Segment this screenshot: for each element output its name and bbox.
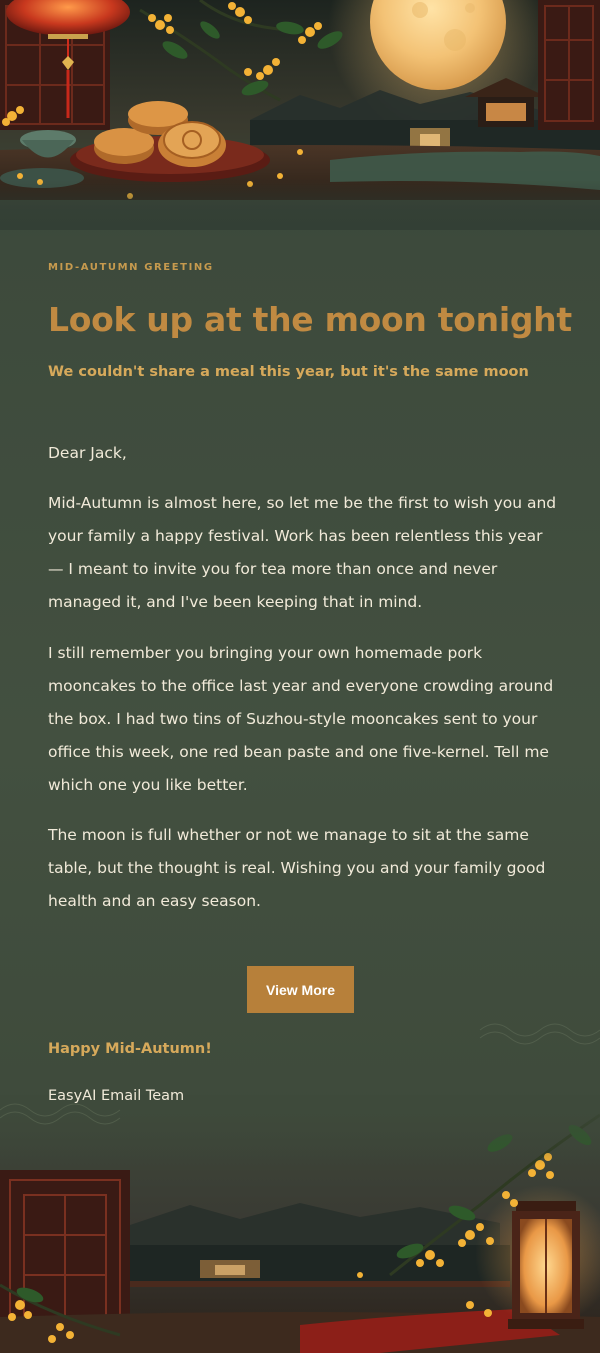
body-paragraph: The moon is full whether or not we manage to sit at the same table, but the thought is real. Wishing you and your family good health and an easy season.	[48, 826, 546, 910]
wave-pattern-icon	[460, 1010, 600, 1050]
subheadline: We couldn't share a meal this year, but it's the same moon	[48, 364, 529, 380]
eyebrow-label: MID-AUTUMN GREETING	[48, 262, 214, 273]
team-signature: EasyAI Email Team	[48, 1088, 185, 1104]
view-more-button[interactable]: View More	[247, 966, 354, 1013]
headline: Look up at the moon tonight	[48, 300, 572, 339]
header-illustration	[0, 0, 600, 230]
body-paragraph: I still remember you bringing your own homemade pork mooncakes to the office last year and everyone crowding around the box. I had two tins of Suzhou-style mooncakes sent to your office this week, one red bean paste and one five-kernel. Tell me which one you like better.	[48, 644, 554, 794]
body-paragraph: Mid-Autumn is almost here, so let me be the first to wish you and your family a happy festival. Work has been relentless this year — I meant to invite you for tea more than once and never managed it, and I've been keeping that in mind.	[48, 494, 557, 611]
greeting: Dear Jack,	[48, 444, 127, 462]
signoff: Happy Mid-Autumn!	[48, 1041, 212, 1057]
footer-illustration	[0, 1095, 600, 1353]
